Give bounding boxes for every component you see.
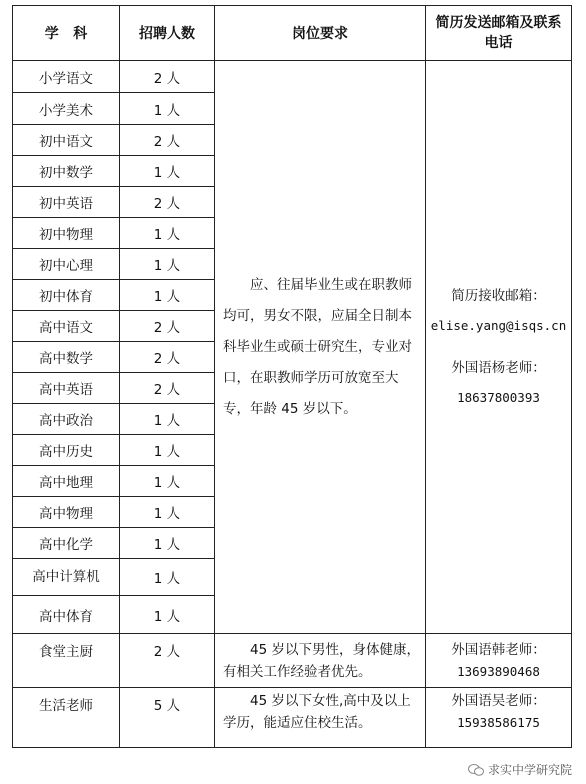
- contact-cell: [426, 634, 572, 688]
- contact-person: 外国语吴老师：: [451, 693, 546, 709]
- subject-cell: 高中数学: [13, 342, 120, 373]
- chat-bubble-icon: [468, 763, 484, 777]
- teacher-contact-cell: [426, 61, 572, 634]
- contact-phone: 15938586175: [457, 715, 540, 730]
- count-cell: 2 人: [120, 342, 215, 373]
- subject-cell: 高中历史: [13, 435, 120, 466]
- email-label: 简历接收邮箱：: [451, 288, 546, 304]
- count-cell: 2 人: [120, 61, 215, 93]
- count-cell: 2 人: [120, 187, 215, 218]
- subject-cell: 小学美术: [13, 93, 120, 125]
- recruitment-table: [12, 5, 572, 748]
- count-cell: 2 人: [120, 311, 215, 342]
- count-cell: 1 人: [120, 559, 215, 596]
- contact-cell: [426, 688, 572, 748]
- requirement-text: 45 岁以下女性,高中及以上学历，能适应住校生活。: [223, 693, 411, 731]
- subject-cell: 初中英语: [13, 187, 120, 218]
- count-cell: 1 人: [120, 404, 215, 435]
- count-cell: 2 人: [120, 125, 215, 156]
- header-row: [13, 6, 572, 61]
- subject-cell: 初中体育: [13, 280, 120, 311]
- subject-cell: 高中化学: [13, 528, 120, 559]
- subject-cell: 小学语文: [13, 61, 120, 93]
- teacher-requirement-cell: [215, 61, 426, 634]
- watermark: [468, 761, 572, 778]
- count-cell: 1 人: [120, 280, 215, 311]
- requirement-text: 45 岁以下男性，身体健康，有相关工作经验者优先。: [223, 641, 420, 680]
- count-cell: 2 人: [120, 373, 215, 404]
- requirement-cell: [215, 688, 426, 748]
- count-cell: 1 人: [120, 528, 215, 559]
- subject-cell: 初中语文: [13, 125, 120, 156]
- header-count: 招聘人数: [120, 6, 215, 61]
- count-cell: 1 人: [120, 93, 215, 125]
- count-cell: 2 人: [120, 634, 215, 688]
- count-cell: 1 人: [120, 156, 215, 187]
- subject-cell: 食堂主厨: [13, 634, 120, 688]
- count-cell: 1 人: [120, 218, 215, 249]
- subject-cell: 初中数学: [13, 156, 120, 187]
- email-address: elise.yang@isqs.cn: [430, 318, 567, 333]
- count-cell: 1 人: [120, 249, 215, 280]
- subject-cell: 高中体育: [13, 596, 120, 634]
- table-row: [13, 634, 572, 688]
- count-cell: 1 人: [120, 466, 215, 497]
- subject-cell: 高中英语: [13, 373, 120, 404]
- teacher-requirement-text: 应、往届毕业生或在职教师均可，男女不限，应届全日制本科毕业生或硕士研究生，专业对口，在职教师学历可放宽至大专，年龄 45 岁以下。: [223, 276, 412, 417]
- header-subject: 学 科: [13, 6, 120, 61]
- table-row: [13, 688, 572, 748]
- subject-cell: 初中物理: [13, 218, 120, 249]
- table-row: [13, 61, 572, 93]
- count-cell: 1 人: [120, 435, 215, 466]
- header-requirement: 岗位要求: [215, 6, 426, 61]
- count-cell: 1 人: [120, 497, 215, 528]
- subject-cell: 高中地理: [13, 466, 120, 497]
- subject-cell: 高中物理: [13, 497, 120, 528]
- contact-phone: 18637800393: [457, 390, 540, 405]
- count-cell: 1 人: [120, 596, 215, 634]
- requirement-cell: [215, 634, 426, 688]
- count-cell: 5 人: [120, 688, 215, 748]
- subject-cell: 高中语文: [13, 311, 120, 342]
- subject-cell: 高中计算机: [13, 559, 120, 596]
- contact-person: 外国语韩老师：: [451, 641, 546, 658]
- contact-person: 外国语杨老师：: [451, 360, 546, 376]
- contact-phone: 13693890468: [457, 663, 540, 679]
- subject-cell: 生活老师: [13, 688, 120, 748]
- subject-cell: 高中政治: [13, 404, 120, 435]
- header-contact: 简历发送邮箱及联系电话: [426, 6, 572, 61]
- subject-cell: 初中心理: [13, 249, 120, 280]
- watermark-text: 求实中学研究院: [487, 763, 572, 777]
